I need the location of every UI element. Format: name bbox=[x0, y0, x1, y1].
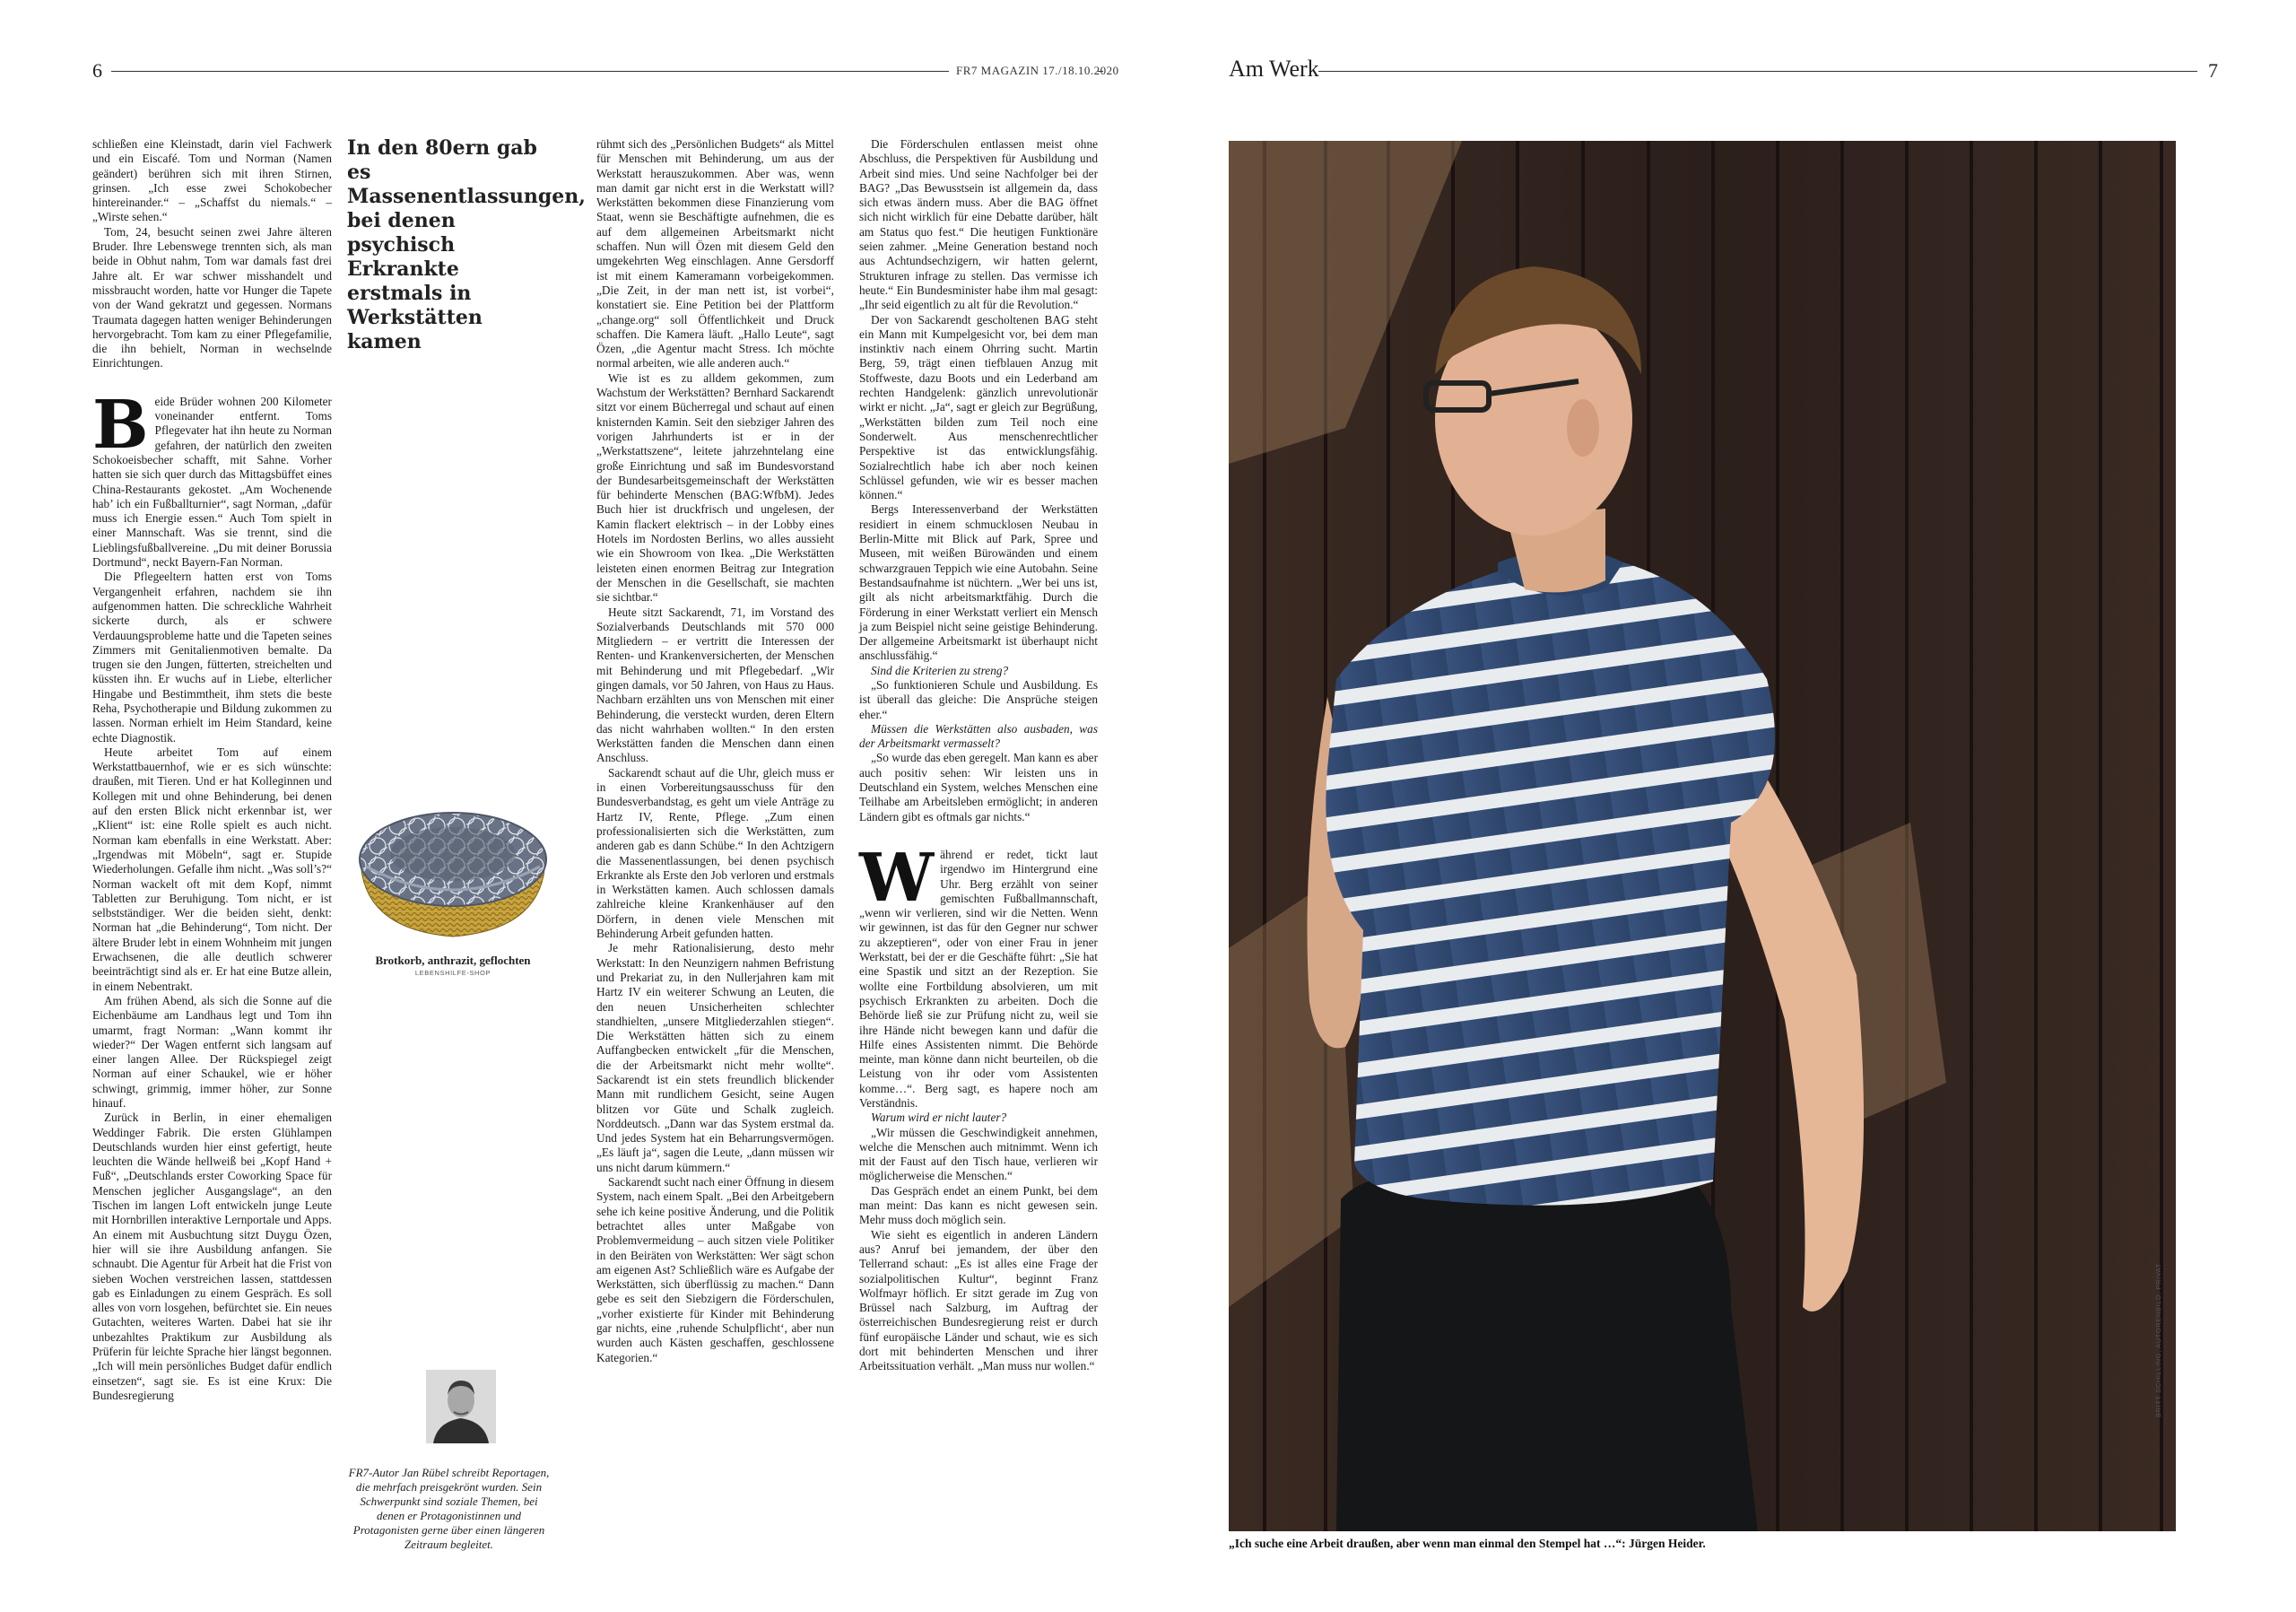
paragraph: Bergs Interessenverband der Werkstätten residiert in einem schmucklosen Neubau in Berlin-Mitte mit Blick auf Park, Spree und Museen, mit weißen Bürowänden und einem schwarzgrauen Teppich wie eine Autobahn. Seine Bestandsaufnahme ist nüchtern. „Wer bei uns ist, gilt als nicht arbeitsmarktfähig. Durch die Förderung in einer Werkstatt verliert ein Mensch ja zum Beispiel nicht seine geistige Behinderung. Der allgemeine Arbeitsmarkt ist überhaupt nicht anschlussfähig.“ bbox=[859, 502, 1098, 663]
article-column-1 bbox=[92, 137, 332, 1403]
paragraph-dropcap bbox=[92, 386, 332, 571]
paragraph: Sackarendt sucht nach einer Öffnung in diesem System, nach einem Spalt. „Bei den Arbeitgebern sehe ich keine positive Änderung, und die Politik betrachtet alles unter Maßgabe von Problemvermeidung – auch sitzen viele Politiker in den Beiräten von Werkstätten: Wer sägt schon am eigenen Ast? Schließlich wäre es Aufgabe der Werkstätten, sich überflüssig zu machen.“ Dann gebe es seit den Siebzigern die Förderschulen, „vorher existierte für Kinder mit Behinderung gar nichts, eine ‚ruhende Schulpflicht‘, aber nun wurden auch Kästen geschaffen, geschlossene Kategorien.“ bbox=[596, 1175, 834, 1364]
paragraph: Zurück in Berlin, in einer ehemaligen Weddinger Fabrik. Die ersten Glühlampen Deutschlands wurden hier einst gefertigt, heute leuchten die Wände hellweiß bei „Kopf Hand + Fuß“, „Deutschlands erster Coworking Space für Menschen jeglicher Ausgangslage“, an den Tischen im langen Loft entwickeln junge Leute mit Hornbrillen interaktive Lernportale und Apps. An einem mit Ausbuchtung sitzt Duygu Özen, hier will sie ihre Ausbildung anfangen. Sie schnaubt. Die Agentur für Arbeit hat die Frist von sieben Wochen verstreichen lassen, stattdessen gab es Einladungen zu einem Gespräch. Es soll alles von vorn losgehen, befürchtet sie. Ein neues Gutachten, weiteres Warten. Dabei hat sie ihr unbezahltes Praktikum zur Ausbildung als Prüferin für leichte Sprache hier längst begonnen. „Ich will mein persönliches Budget dafür endlich einsetzen“, sagt sie. Es ist eine Krux: Die Bundesregierung bbox=[92, 1111, 332, 1402]
paragraph: Wie ist es zu alldem gekommen, zum Wachstum der Werkstätten? Bernhard Sackarendt sitzt vor einem Bücherregal und schaut auf einen knisternden Kamin. Seit den siebziger Jahren des vorigen Jahrhunderts ist er in der „Werkstattszene“, leitete jahrzehntelang eine große Einrichtung und saß im Bundesvorstand der Bundesarbeitsgemeinschaft der Werkstätten für behinderte Menschen (BAG:WfbM). Jedes Buch hier ist druckfrisch und ungelesen, der Kamin flackert elektrisch – in der Lobby eines Hotels im Nordosten Berlins, wo alles aussieht wie ein Showroom von Ikea. „Die Werkstätten leisteten einen enormen Beitrag zur Integration der Menschen in die Gesellschaft, sie machten sie sichtbar.“ bbox=[596, 370, 834, 605]
interview-question: Warum wird er nicht lauter? bbox=[871, 1111, 1007, 1125]
author-note: FR7-Autor Jan Rübel schreibt Reportagen, die mehrfach preisgekrönt wurden. Sein Schwerpunkt sind soziale Themen, bei denen er Protagonistinnen und Protagonisten gerne über einen längeren Zeitraum begleitet. bbox=[348, 1466, 550, 1551]
author-portrait bbox=[426, 1370, 496, 1443]
paragraph: Der von Sackarendt gescholtenen BAG steht ein Mann mit Kumpelgesicht vor, bei dem man instinktiv nach einem Ohrring sucht. Martin Berg, 59, trägt einen tiefblauen Anzug mit Stoffweste, dazu Boots und ein Lederband am rechten Handgelenk: gänzlich unrevolutionär wirkt er nicht. „Ja“, sagt er gleich zur Begrüßung, „Werkstätten bilden zum Teil noch eine Sonderwelt. Aus menschenrechtlicher Perspektive ist das entwicklungsfähig. Sozialrechtlich habe ich aber noch keinen Schlüssel gefunden, wie wir es besser machen können.“ bbox=[859, 312, 1098, 502]
interview-question: Sind die Kriterien zu streng? bbox=[871, 663, 1009, 677]
paragraph: Je mehr Rationalisierung, desto mehr Werkstatt: In den Neunzigern nahmen Befristung und Prekariat zu, in den Nullerjahren kam mit Hartz IV ein weiterer Schwung an Leuten, die den neuen Unsicherheiten schlechter standhielten, „unsere Mitgliederzahlen stiegen“. Die Werkstätten hätten sich zu einem Auffangbecken entwickelt „für die Menschen, die der Arbeitsmarkt nicht mehr wollte“. Sackarendt ist ein stets freundlich blickender Mann mit rundlichem Gesicht, seine Augen blitzen vor Güte und Schalk zugleich. Norddeutsch. „Dann war das System erstmal da. Und jedes System hat ein Beharrungsvermögen. „Es läuft ja“, sagen die Leute, „dann müssen wir uns nicht darum kümmern.“ bbox=[596, 941, 834, 1174]
basket-caption: Brotkorb, anthrazit, geflochten bbox=[375, 954, 531, 967]
paragraph: „So funktionieren Schule und Ausbildung. Es ist überall das gleiche: Die Ansprüche steigen eher.“ bbox=[859, 677, 1098, 721]
paragraph: „Wir müssen die Geschwindigkeit annehmen, welche die Menschen auch mitnimmt. Wenn ich mit der Faust auf den Tisch haue, verlieren wir möglicherweise die Menschen.“ bbox=[859, 1125, 1098, 1183]
paragraph-text: ährend er redet, tickt laut irgendwo im Hintergrund eine Uhr. Berg erzählt von seiner gemischten Fußballmannschaft, „wenn wir verlieren, sind wir die Netten. Wenn wir gewinnen, ist das für den Gegner nur schwer zu akzeptieren“, oder von einer Frau in jener Werkstatt, bei der er die Geschäfte führt: „Sie hat eine Spastik und sitzt an der Rezeption. Sie wollte eine Fortbildung absolvieren, um mit psychisch Erkrankten zu arbeiten. Doch die Behörde ließ sie zur Prüfung nicht zu, weil sie ihre Hände nicht bewegen kann und dafür die Hilfe eines Assistenten nimmt. Die Behörde meinte, man könne dann nicht beurteilen, ob die Leistung von ihr oder vom Assistenten komme…“. Berg sagt, es hapere noch am Verständnis. bbox=[859, 847, 1098, 1110]
article-column-3 bbox=[596, 137, 834, 1365]
paragraph: schließen eine Kleinstadt, darin viel Fachwerk und ein Eiscafé. Tom und Norman (Namen geändert) berühren sich mit ihren Stirnen, grinsen. „Ich esse zwei Schokobecher hintereinander.“ – „Schaffst du niemals.“ – „Wirste sehen.“ bbox=[92, 137, 332, 224]
paragraph: Die Förderschulen entlassen meist ohne Abschluss, die Perspektiven für Ausbildung und Arbeit sind mies. Und seine Nachfolger bei der BAG? „Das Bewusstsein ist allgemein da, dass sich etwas ändern muss. Aber die BAG öffnet sich nicht wirklich für eine Debatte darüber, hält am Status quo fest.“ Die heutigen Funktionäre seien zahmer. „Meine Generation bestand noch aus Achtundsechzigern, wir hatten gelernt, Strukturen infrage zu stellen. Das vermisse ich heute.“ Ein Bundesminister habe ihm mal gesagt: „Ihr seid eigentlich zu alt für die Revolution.“ bbox=[859, 137, 1098, 312]
header-rule-left bbox=[111, 71, 949, 72]
article-column-4 bbox=[859, 137, 1098, 1374]
paragraph: Am frühen Abend, als sich die Sonne auf die Eichenbäume am Landhaus legt und Tom ihn umarmt, fragt Norman: „Wann kommt ihr wieder?“ Der Wagen entfernt sich langsam auf einer langen Allee. Der Rückspiegel zeigt Norman auf einer Schaukel, wie er höher schwingt, grimmig, immer höher, zur Sonne hinauf. bbox=[92, 993, 332, 1110]
portrait-photo bbox=[1229, 141, 2176, 1531]
paragraph: Tom, 24, besucht seinen zwei Jahre älteren Bruder. Ihre Lebenswege trennten sich, als man beide in Obhut nahm, Tom war damals fast drei Jahre alt. Er war schwer misshandelt und missbraucht worden, hatte vor Hunger die Tapete von der Wand gekratzt und gegessen. Normans Traumata dagegen hatten weniger Behinderungen hervorgebracht. Tom kam zu einer Pflegefamilie, die ihn behielt, Norman in wechselnde Einrichtungen. bbox=[92, 224, 332, 370]
pull-headline: In den 80ern gab es Massenentlassungen, bei denen psychisch Erkrankte erstmals in Werkstätten kamen bbox=[347, 136, 586, 353]
paragraph: Wie sieht es eigentlich in anderen Ländern aus? Anruf bei jemandem, der über den Tellerrand schaut: „Es ist alles eine Frage der sozialpolitischen Kultur“, beginnt Franz Wolfmayr höflich. Er sitzt gerade im Zug von Brüssel nach Salzburg, im Auftrag der österreichischen Bundesregierung reist er durch fünf europäische Länder und schaut, wie es sich dort mit behinderten Menschen und ihrer Arbeitssituation verhält. „Man muss nur wollen.“ bbox=[859, 1227, 1098, 1373]
paragraph: Die Pflegeeltern hatten erst von Toms Vergangenheit erfahren, nachdem sie ihn aufgenommen hatten. Die schreckliche Wahrheit sickerte durch, als er schwere Verdauungsprobleme hatte und die Tapeten seines Zimmers mit Genitalienmotiven bemalte. Da trugen sie den Jungen, fütterten, streichelten und küssten ihn. Er wuchs auf in Liebe, elterlicher Hingabe und Bestimmtheit, ihm stets die beste Reha, Psychotherapie und Bildung zukommen zu lassen. Norman erhielt im Heim Standard, keine echte Diagnostik. bbox=[92, 570, 332, 745]
masthead: FR7 MAGAZIN 17./18.10.2020 bbox=[956, 64, 1119, 77]
drop-cap: W bbox=[859, 839, 935, 917]
drop-cap: B bbox=[92, 386, 149, 464]
paragraph: Sackarendt schaut auf die Uhr, gleich muss er in einen Vorbereitungsausschuss für den Bundesverbandstag, es geht um viele Anträge zu Hartz IV, Rente, Pflege. „Zum einen professionalisierten sich die Werkstätten, zum anderen gab es dann Schübe.“ In den Achtzigern die Massenentlassungen, bei denen psychisch Erkrankte als Erste den Job verloren und erstmals in Werkstätten kamen. Auch schlossen damals zahlreiche kleine Krankenhäuser auf den Dörfern, in denen viele Menschen mit Behinderung Arbeit gefunden hatten. bbox=[596, 765, 834, 941]
photo-caption: „Ich suche eine Arbeit draußen, aber wenn man einmal den Stempel hat …“: Jürgen Heider. bbox=[1229, 1537, 1706, 1550]
header-rule-right bbox=[1318, 71, 2197, 72]
page-number-right: 7 bbox=[2208, 59, 2218, 82]
interview-question: Müssen die Werkstätten also ausbaden, was der Arbeitsmarkt vermasselt? bbox=[859, 721, 1098, 751]
paragraph: Das Gespräch endet an einem Punkt, bei dem man meint: Das kann es nicht gewesen sein. Mehr muss doch möglich sein. bbox=[859, 1183, 1098, 1227]
paragraph-dropcap bbox=[859, 839, 1098, 1111]
header-rule-left-end bbox=[1098, 71, 1103, 72]
page-number-left: 6 bbox=[92, 59, 102, 82]
bread-basket-image bbox=[348, 777, 558, 947]
paragraph: rühmt sich des „Persönlichen Budgets“ als Mittel für Menschen mit Behinderung, um aus der Werkstatt herauszukommen. Aber was, wenn man damit gar nicht erst in die Werkstatt will? Werkstätten bekommen diese Finanzierung vom Staat, wenn sie Beschäftigte aufnehmen, die es auf dem allgemeinen Arbeitsmarkt nicht schaffen. Nun will Özen mit diesem Geld den umgekehrten Weg einschlagen. Anne Gersdorff ist mit einem Kameramann vorbeigekommen. „Die Zeit, in der man nett ist, ist vorbei“, konstatiert sie. Eine Petition bei der Plattform „change.org“ soll Öffentlichkeit und Druck schaffen. Die Kamera läuft. „Hallo Leute“, sagt Özen, „die Agentur macht Stress. Ich möchte normal arbeiten, wie alle anderen auch.“ bbox=[596, 137, 834, 370]
basket-credit: LEBENSHILFE-SHOP bbox=[414, 969, 491, 977]
paragraph: „So wurde das eben geregelt. Man kann es aber auch positiv sehen: Wir leisten uns in Deutschland ein System, welches Menschen eine Teilhabe am Arbeitsleben ermöglicht; in anderen Ländern gibt es oftmals gar nichts.“ bbox=[859, 751, 1098, 823]
paragraph: Heute arbeitet Tom auf einem Werkstattbauernhof, wie er es sich wünschte: draußen, mit Tieren. Und er hat Kolleginnen und Kollegen mit und ohne Behinderung, bei denen auf den ersten Blick nicht erkennbar ist, wer „Klient“ ist: eine Rolle spielt es auch nicht. Norman kam ebenfalls in eine Werkstatt. Aber: „Irgendwas mit Möbeln“, sagt er. Stupide Wiederholungen. Gefalle ihm nicht. „Was soll’s?“ Norman wackelt oft mit dem Kopf, nimmt Tabletten zur Beruhigung. Tom nicht, er ist selbstständiger. Wer die beiden sieht, denkt: Norman hat „die Behinderung“, Tom nicht. Der ältere Bruder lebt in einem Wohnheim mit jungen Erwachsenen, die alle deutlich schwerer beeinträchtigt sind als er. Er hat eine Butze allein, in einem Nebentrakt. bbox=[92, 745, 332, 993]
photo-credit: BRITT SCHILLING, AUTORENBILD: PRIVAT bbox=[2154, 1263, 2162, 1417]
section-title: Am Werk bbox=[1229, 56, 1319, 82]
paragraph: Heute sitzt Sackarendt, 71, im Vorstand des Sozialverbands Deutschlands mit 570 000 Mitgliedern – er vertritt die Interessen der Renten- und Krankenversicherten, der Menschen mit Behinderung und mit Pflegebedarf. „Wir gingen damals, vor 50 Jahren, von Haus zu Haus. Nachbarn erzählten uns von Menschen mit einer Behinderung, die versteckt wurden, deren Eltern das nicht wahrhaben wollten.“ In den ersten Werkstätten fanden die Menschen dann einen Anschluss. bbox=[596, 605, 834, 765]
paragraph-text: eide Brüder wohnen 200 Kilometer voneinander entfernt. Toms Pflegevater hat ihn heute zu Norman gefahren, der natürlich den zweiten Schokoeisbecher schafft, mit Sahne. Vorher hatten sie sich quer durch das Mittagsbüffet eines China-Restaurants gekostet. „Am Wochenende hab’ ich ein Fußballturnier“, sagt Norman, „dafür muss ich Energie essen.“ Auch Tom spielt in einer Mannschaft. Was sie trennt, sind die Lieblingsfußballvereine. „Du mit deiner Borussia Dortmund“, neckt Bayern-Fan Norman. bbox=[92, 394, 332, 570]
